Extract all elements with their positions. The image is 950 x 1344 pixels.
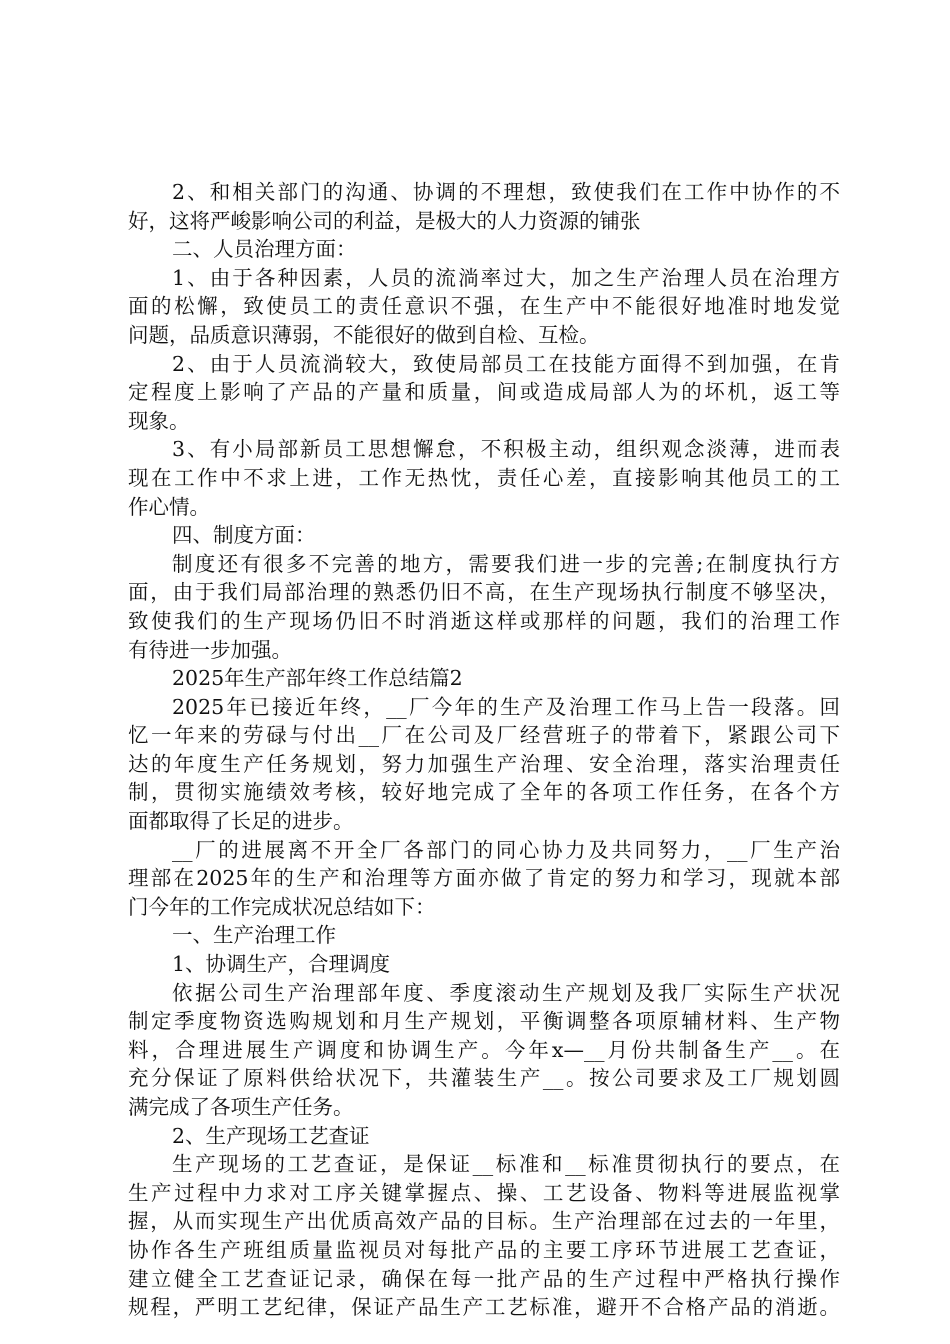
text-line: 问题，品质意识薄弱，不能很好的做到自检、互检。	[128, 322, 600, 347]
text-line: 门今年的工作完成状况总结如下：	[128, 894, 436, 919]
text-line: 一、生产治理工作	[172, 923, 336, 948]
text-line: 料，合理进展生产调度和协调生产。今年x—__月份共制备生产__。在	[128, 1037, 840, 1062]
text-line: 有待进一步加强。	[128, 637, 292, 662]
text-line: 生产现场的工艺查证，是保证__标准和__标准贯彻执行的要点，在	[172, 1152, 840, 1177]
text-line: 制定季度物资选购规划和月生产规划，平衡调整各项原辅材料、生产物	[128, 1009, 840, 1034]
text-line: 依据公司生产治理部年度、季度滚动生产规划及我厂实际生产状况	[172, 980, 840, 1005]
text-line: 达的年度生产任务规划，努力加强生产治理、安全治理，落实治理责任	[128, 751, 840, 776]
text-line: 四、制度方面：	[172, 523, 316, 548]
text-line: __厂的进展离不开全厂各部门的同心协力及共同努力，__厂生产治	[172, 837, 840, 862]
text-line: 1、协调生产，合理调度	[172, 952, 391, 977]
text-line: 充分保证了原料供给状况下，共灌装生产__。按公司要求及工厂规划圆	[128, 1066, 840, 1091]
text-line: 现象。	[128, 408, 190, 433]
text-line: 规程，严明工艺纪律，保证产品生产工艺标准，避开不合格产品的消逝。	[128, 1295, 840, 1320]
text-line: 忆一年来的劳碌与付出__厂在公司及厂经营班子的带着下，紧跟公司下	[128, 723, 840, 748]
text-line: 握，从而实现生产出优质高效产品的目标。生产治理部在过去的一年里，	[128, 1209, 840, 1234]
text-line: 协作各生产班组质量监视员对每批产品的主要工序环节进展工艺查证，	[128, 1237, 840, 1262]
text-line: 面的松懈，致使员工的责任意识不强，在生产中不能很好地准时地发觉	[128, 294, 840, 319]
text-line: 制，贯彻实施绩效考核，较好地完成了全年的各项工作任务，在各个方	[128, 780, 840, 805]
text-line: 致使我们的生产现场仍旧不时消逝这样或那样的问题，我们的治理工作	[128, 608, 840, 633]
text-line: 面都取得了长足的进步。	[128, 809, 354, 834]
text-line: 面，由于我们局部治理的熟悉仍旧不高，在生产现场执行制度不够坚决，	[128, 580, 840, 605]
text-line: 满完成了各项生产任务。	[128, 1095, 354, 1119]
document-page	[128, 178, 840, 1322]
text-line: 现在工作中不求上进，工作无热忱，责任心差，直接影响其他员工的工	[128, 465, 840, 490]
text-line: 作心情。	[128, 494, 210, 519]
text-line: 1、由于各种因素，人员的流淌率过大，加之生产治理人员在治理方	[172, 265, 840, 290]
text-line: 好，这将严峻影响公司的利益，是极大的人力资源的铺张	[128, 208, 641, 233]
text-line: 2、生产现场工艺查证	[172, 1123, 370, 1148]
text-line: 二、人员治理方面：	[172, 237, 357, 262]
text-line: 2、由于人员流淌较大，致使局部员工在技能方面得不到加强，在肯	[172, 351, 840, 376]
text-line: 2025年已接近年终，__厂今年的生产及治理工作马上告一段落。回	[172, 694, 840, 719]
text-line: 理部在2025年的生产和治理等方面亦做了肯定的努力和学习，现就本部	[128, 866, 840, 891]
text-line: 建立健全工艺查证记录，确保在每一批产品的生产过程中严格执行操作	[128, 1266, 840, 1291]
text-line: 制度还有很多不完善的地方，需要我们进一步的完善;在制度执行方	[172, 551, 840, 576]
text-line: 定程度上影响了产品的产量和质量，间或造成局部人为的坏机，返工等	[128, 380, 840, 405]
text-line: 生产过程中力求对工序关键掌握点、操、工艺设备、物料等进展监视掌	[128, 1180, 840, 1205]
text-line: 2025年生产部年终工作总结篇2	[172, 666, 463, 691]
text-line: 3、有小局部新员工思想懈怠，不积极主动，组织观念淡薄，进而表	[172, 437, 840, 462]
text-line: 2、和相关部门的沟通、协调的不理想，致使我们在工作中协作的不	[172, 180, 840, 204]
